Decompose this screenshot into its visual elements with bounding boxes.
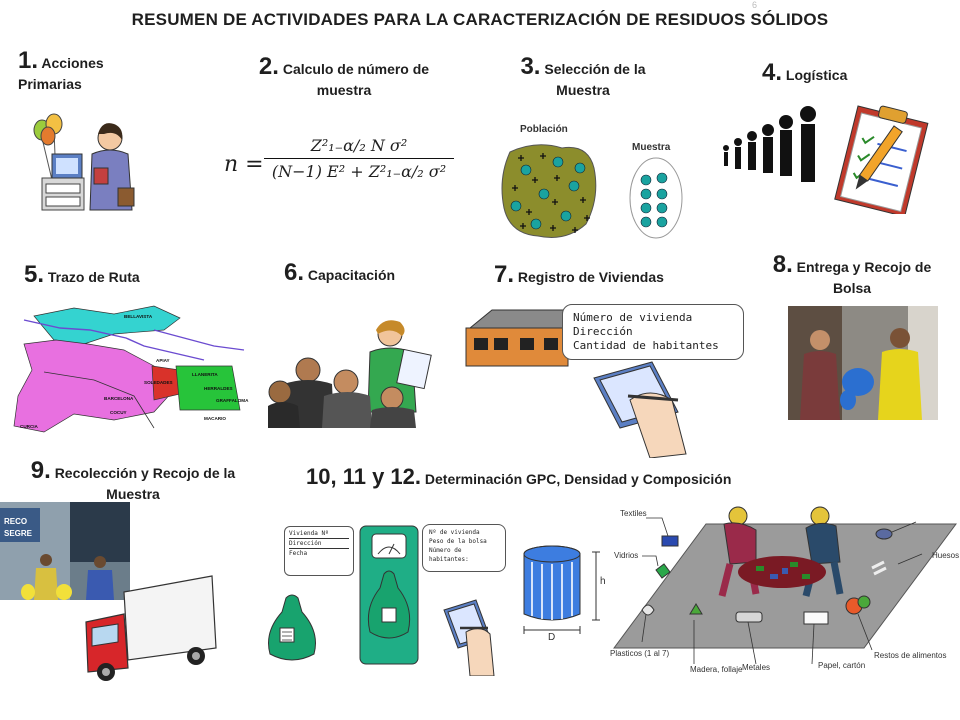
- training-illustration: [268, 312, 434, 428]
- svg-text:COCUY: COCUY: [110, 410, 127, 415]
- logistics-illustration: [718, 96, 946, 214]
- label-huesos: Huesos: [932, 551, 960, 560]
- svg-text:SOLEDADES: SOLEDADES: [144, 380, 173, 385]
- sample-bag-illustration: [262, 592, 322, 664]
- formula-numerator: Z²₁₋α/₂ N σ²: [264, 136, 454, 159]
- label-vidrios: Vidrios: [614, 551, 639, 560]
- svg-text:SEGRE: SEGRE: [4, 529, 33, 538]
- bag-delivery-photo: [788, 306, 938, 420]
- step-5-label: 5. Trazo de Ruta: [24, 261, 140, 288]
- waste-composition-diagram: [606, 502, 960, 692]
- registration-field-residents: Cantidad de habitantes: [573, 339, 719, 352]
- formula-denominator: (N−1) E² + Z²₁₋α/₂ σ²: [271, 162, 447, 181]
- label-madera: Madera, follaje: [690, 665, 743, 674]
- label-plasticos: Plasticos (1 al 7): [610, 649, 670, 658]
- step-4-label: 4. Logística: [762, 59, 848, 86]
- route-map: [4, 300, 250, 442]
- bag-label-form: Vivienda Nº Dirección Fecha: [284, 526, 354, 576]
- svg-text:BELLAVISTA: BELLAVISTA: [124, 314, 153, 319]
- step-8-label: 8. Entrega y Recojo de Bolsa: [772, 251, 932, 296]
- step-7-label: 7. Registro de Viviendas: [494, 261, 664, 288]
- svg-text:GRAFFALOMA: GRAFFALOMA: [216, 398, 249, 403]
- weighing-scale-illustration: [356, 524, 422, 666]
- formula-equals: =: [245, 152, 264, 177]
- label-papel: Papel, cartón: [818, 661, 866, 670]
- scale-data-form: Nº de vivienda Peso de la bolsa Número de habitantes:: [422, 524, 506, 572]
- pencil-hand-illustration: [440, 598, 496, 676]
- page-number: 6: [752, 0, 758, 10]
- svg-text:BARCELONA: BARCELONA: [104, 396, 134, 401]
- label-restos: Restos de alimentos: [874, 651, 947, 660]
- step-2-label: 2. Calculo de número de muestra: [258, 53, 430, 98]
- step-10-label: 10, 11 y 12. Determinación GPC, Densidad y Composición: [306, 464, 732, 489]
- garbage-truck-illustration: [84, 572, 220, 682]
- cylinder-height-label: h: [600, 576, 606, 587]
- page-title: RESUMEN DE ACTIVIDADES PARA LA CARACTERIZACIÓN DE RESIDUOS SÓLIDOS: [131, 10, 829, 29]
- cylinder-diameter-label: D: [548, 632, 556, 642]
- density-cylinder-diagram: [516, 542, 612, 642]
- svg-text:APIAY: APIAY: [156, 358, 170, 363]
- step-9-label: 9. Recolección y Recojo de la Muestra: [30, 457, 236, 502]
- label-metales: Metales: [742, 663, 771, 672]
- svg-text:MACARIO: MACARIO: [204, 416, 226, 421]
- svg-text:RECO: RECO: [4, 517, 28, 526]
- sample-label: Muestra: [632, 142, 671, 153]
- office-worker-illustration: [32, 110, 144, 212]
- sample-size-formula: [224, 136, 454, 196]
- registration-field-house-number: Número de vivienda: [573, 311, 693, 324]
- writing-hand-illustration: [590, 356, 700, 458]
- registration-callout: [562, 304, 744, 360]
- svg-text:HERRALDES: HERRALDES: [204, 386, 233, 391]
- step-1-label: 1. Acciones Primarias: [18, 47, 104, 92]
- registration-field-address: Dirección: [573, 325, 633, 338]
- population-sample-illustration: [496, 138, 696, 244]
- svg-text:LLANERITA: LLANERITA: [192, 372, 218, 377]
- population-label: Población: [520, 124, 568, 135]
- step-3-label: 3. Selección de la Muestra: [520, 53, 646, 98]
- label-textiles: Textiles: [620, 509, 647, 518]
- formula-lhs: n: [224, 152, 239, 177]
- house-illustration: [462, 306, 572, 368]
- step-6-label: 6. Capacitación: [284, 259, 396, 286]
- svg-text:CURCIA: CURCIA: [20, 424, 38, 429]
